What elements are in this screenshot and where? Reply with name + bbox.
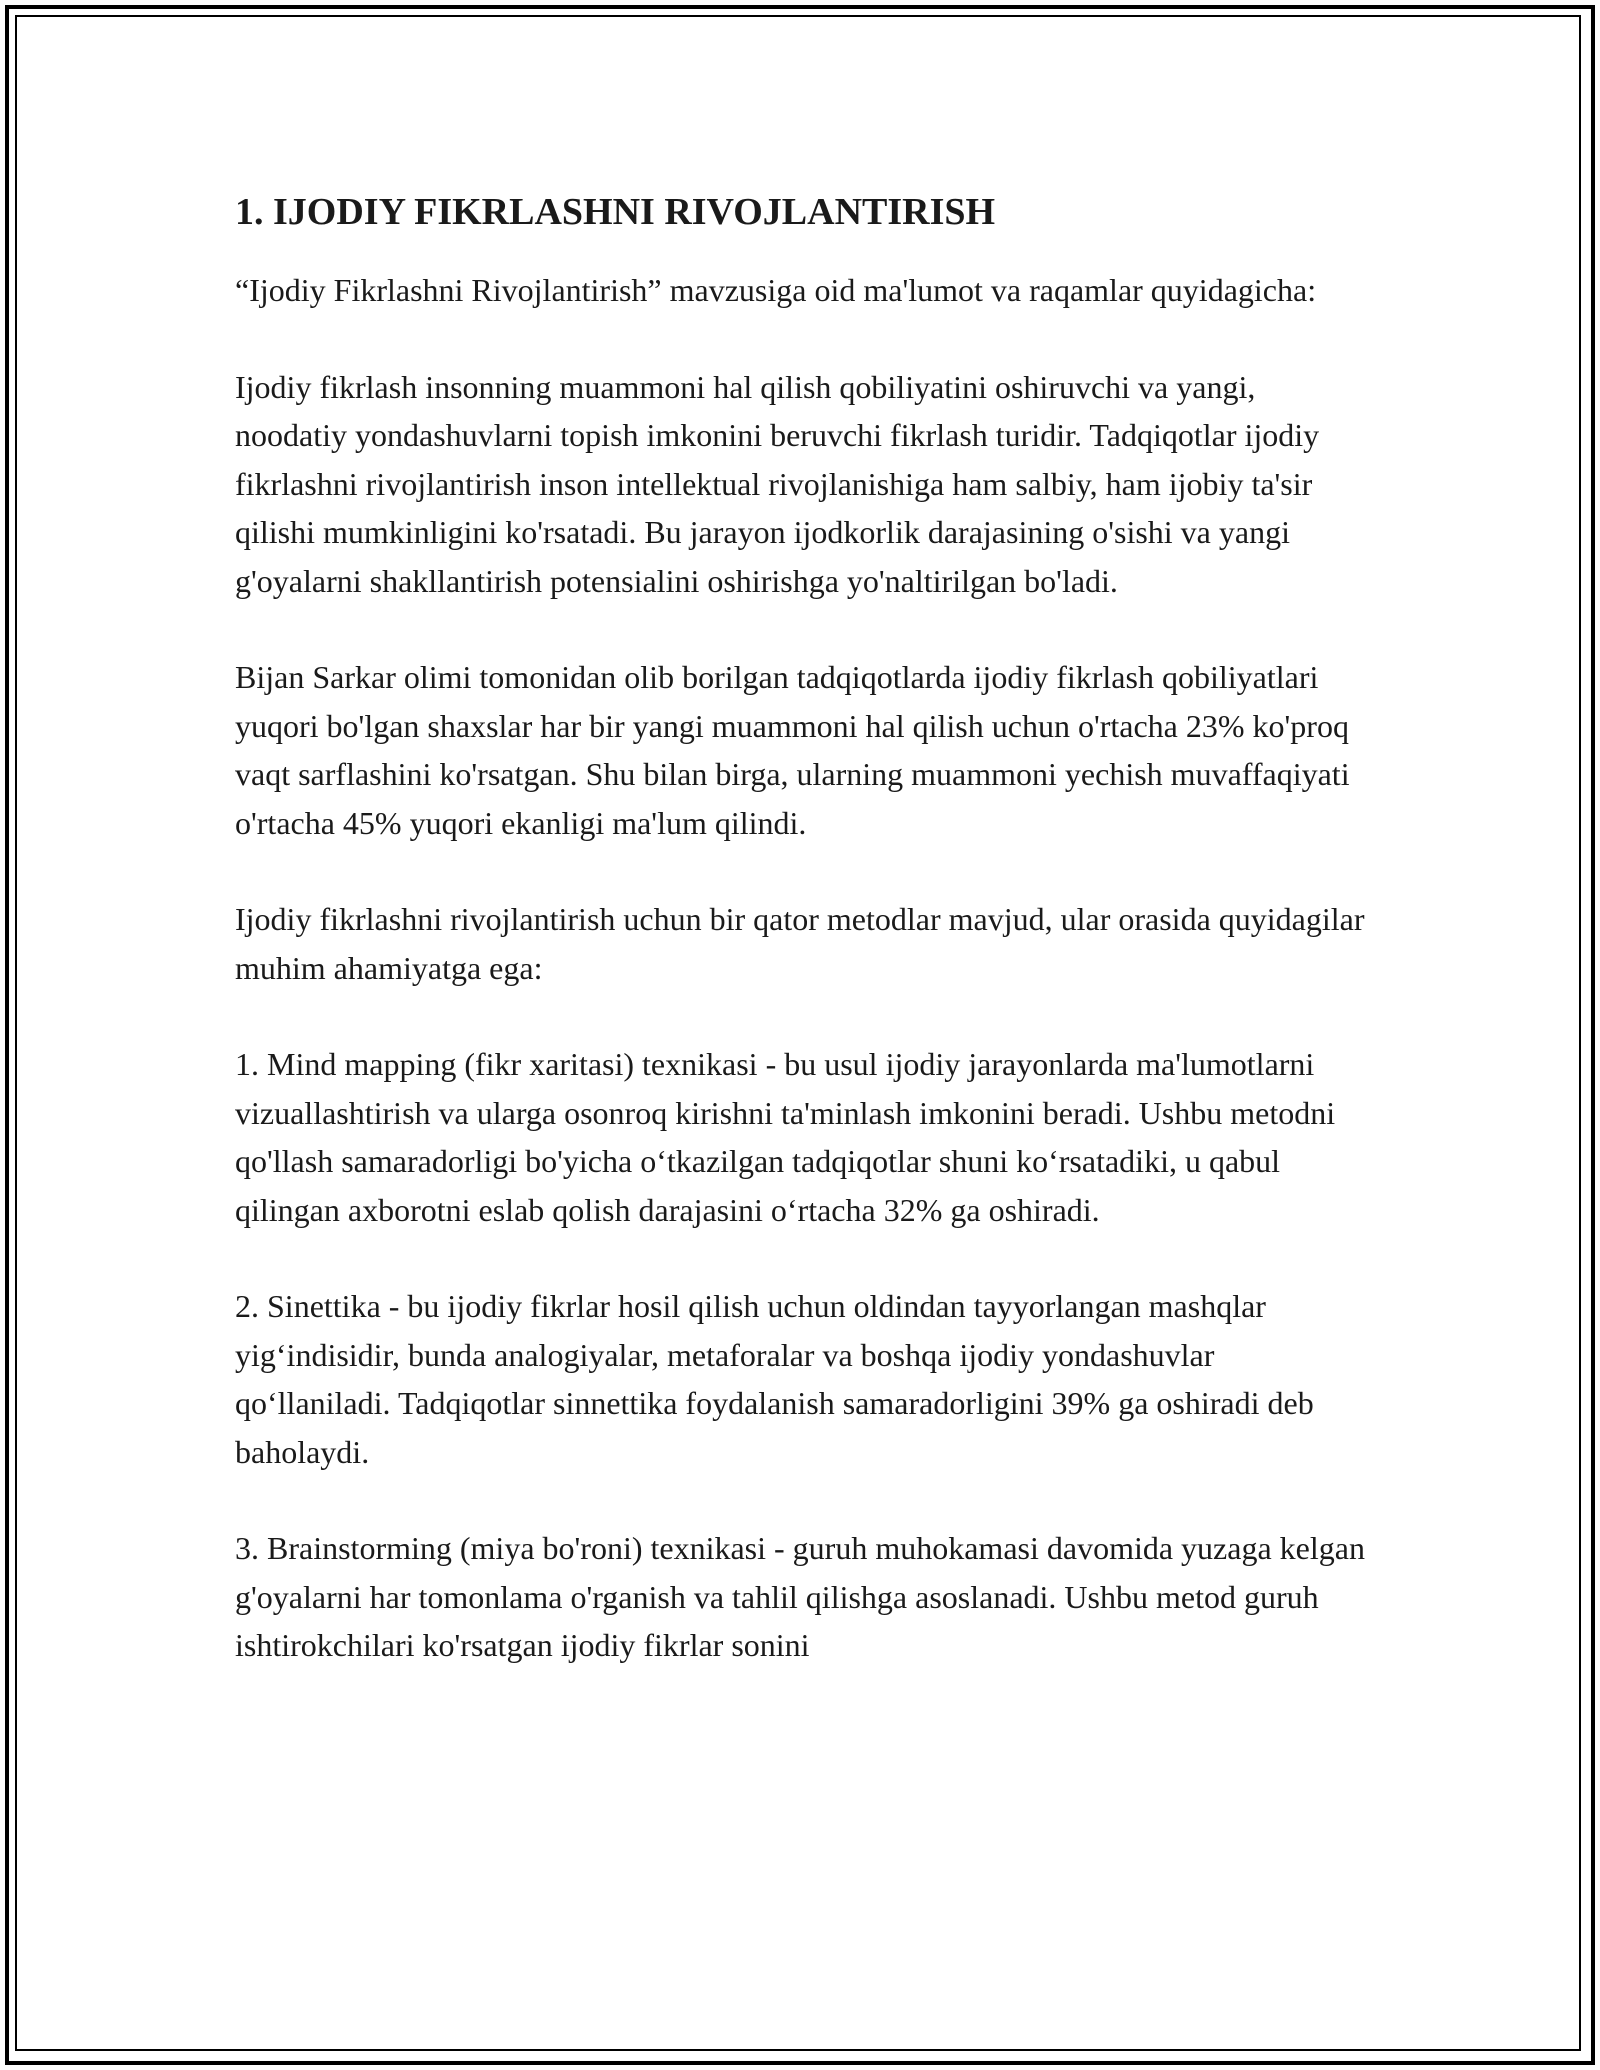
document-body: [235, 188, 1370, 1718]
section-heading: 1. IJODIY FIKRLASHNI RIVOJLANTIRISH: [235, 191, 996, 233]
method-brainstorming: 3. Brainstorming (miya bo'roni) texnikasi - guruh muhokamasi davomida yuzaga kelgan g'oyalarni har tomonlama o'rganish va tahlil qilishga asoslanadi. Ushbu metod guruh ishtirokchilari ko'rsatgan ijodiy fikrlar sonini: [235, 1530, 1365, 1663]
research-paragraph: Bijan Sarkar olimi tomonidan olib borilgan tadqiqotlarda ijodiy fikrlash qobiliyatlari yuqori bo'lgan shaxslar har bir yangi muammoni hal qilish uchun o'rtacha 23% ko'proq vaqt sarflashini ko'rsatgan. Shu bilan birga, ularning muammoni yechish muvaffaqiyati o'rtacha 45% yuqori ekanligi ma'lum qilindi.: [235, 659, 1350, 841]
methods-intro-paragraph: Ijodiy fikrlashni rivojlantirish uchun bir qator metodlar mavjud, ular orasida quyidagilar muhim ahamiyatga ega:: [235, 901, 1365, 986]
method-mind-mapping: 1. Mind mapping (fikr xaritasi) texnikasi - bu usul ijodiy jarayonlarda ma'lumotlarni vizuallashtirish va ularga osonroq kirishni ta'minlash imkonini beradi. Ushbu metodni qo'llash samaradorligi bo'yicha o‘tkazilgan tadqiqotlar shuni ko‘rsatadiki, u qabul qilingan axborotni eslab qolish darajasini o‘rtacha 32% ga oshiradi.: [235, 1046, 1336, 1228]
definition-paragraph: Ijodiy fikrlash insonning muammoni hal qilish qobiliyatini oshiruvchi va yangi, noodatiy yondashuvlarni topish imkonini beruvchi fikrlash turidir. Tadqiqotlar ijodiy fikrlashni rivojlantirish inson intellektual rivojlanishiga ham salbiy, ham ijobiy ta'sir qilishi mumkinligini ko'rsatadi. Bu jarayon ijodkorlik darajasining o'sishi va yangi g'oyalarni shakllantirish potensialini oshirishga yo'naltirilgan bo'ladi.: [235, 368, 1320, 599]
intro-paragraph: “Ijodiy Fikrlashni Rivojlantirish” mavzusiga oid ma'lumot va raqamlar quyidagicha:: [235, 272, 1317, 308]
method-synectics: 2. Sinettika - bu ijodiy fikrlar hosil qilish uchun oldindan tayyorlangan mashqlar yig‘indisidir, bunda analogiyalar, metaforalar va boshqa ijodiy yondashuvlar qo‘llaniladi. Tadqiqotlar sinnettika foydalanish samaradorligini 39% ga oshiradi deb baholaydi.: [235, 1288, 1314, 1470]
